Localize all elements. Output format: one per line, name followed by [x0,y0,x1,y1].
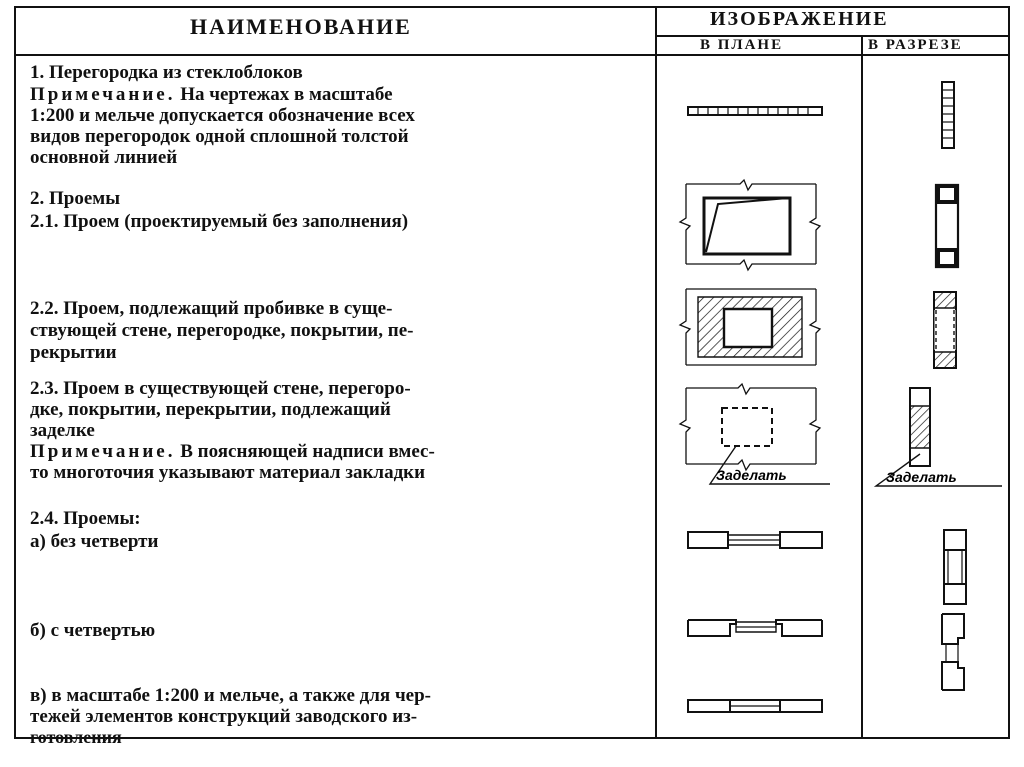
header-name: НАИМЕНОВАНИЕ [190,14,412,39]
item-text: б) с четвертью [30,620,156,641]
break-through-opening-plan-symbol [676,285,826,369]
break-through-opening-section-symbol [928,290,962,370]
item-note: Примечание. На чертежах в масштабе [30,84,393,105]
item-title: 1. Перегородка из стеклоблоков [30,62,303,83]
fill-opening-plan-symbol [676,384,836,490]
item-text: заделке [30,420,95,441]
opening-plan-symbol [676,178,826,270]
fill-opening-section-symbol [866,386,1006,490]
item-text: ствующей стене, перегородке, покрытии, пе- [30,320,414,341]
opening-section-symbol [932,183,962,269]
item-text: в) в масштабе 1:200 и мельче, а также для чер- [30,685,432,706]
item-text: основной линией [30,147,178,168]
item-text: 2.1. Проем (проектируемый без заполнения) [30,211,409,232]
opening-no-rebate-section-symbol [940,528,970,606]
header-section: В РАЗРЕЗЕ [868,37,963,53]
item-text: тежей элементов конструкций заводского из- [30,706,418,727]
header-image: ИЗОБРАЖЕНИЕ [710,8,889,30]
item-title: 2. Проемы [30,188,121,209]
column-divider-name [655,6,657,739]
column-divider-image [861,36,863,739]
glass-partition-section-symbol [938,80,958,152]
header-plan: В ПЛАНЕ [700,37,784,53]
item-text: 2.2. Проем, подлежащий пробивке в суще- [30,298,393,319]
item-text: готовления [30,727,122,747]
item-text: рекрытии [30,342,117,363]
item-title: 2.4. Проемы: [30,508,141,529]
item-text: 2.3. Проем в существующей стене, перегоро- [30,378,411,399]
opening-no-rebate-plan-symbol [686,528,826,552]
item-text: 1:200 и мельче допускается обозначение всех [30,105,415,126]
item-note: Примечание. В поясняющей надписи вмес- [30,441,435,462]
item-text: видов перегородок одной сплошной толстой [30,126,409,147]
opening-with-rebate-plan-symbol [686,614,826,640]
opening-small-scale-plan-symbol [686,697,826,715]
fill-label-section: Заделать [886,469,957,485]
glass-partition-plan-symbol [686,104,826,118]
item-text: то многоточия указывают материал закладки [30,462,426,483]
header-divider [14,54,1010,56]
fill-label-plan: Заделать [716,467,787,483]
item-text: дке, покрытии, перекрытии, подлежащий [30,399,391,420]
opening-with-rebate-section-symbol [936,612,970,692]
item-text: а) без четверти [30,531,159,552]
